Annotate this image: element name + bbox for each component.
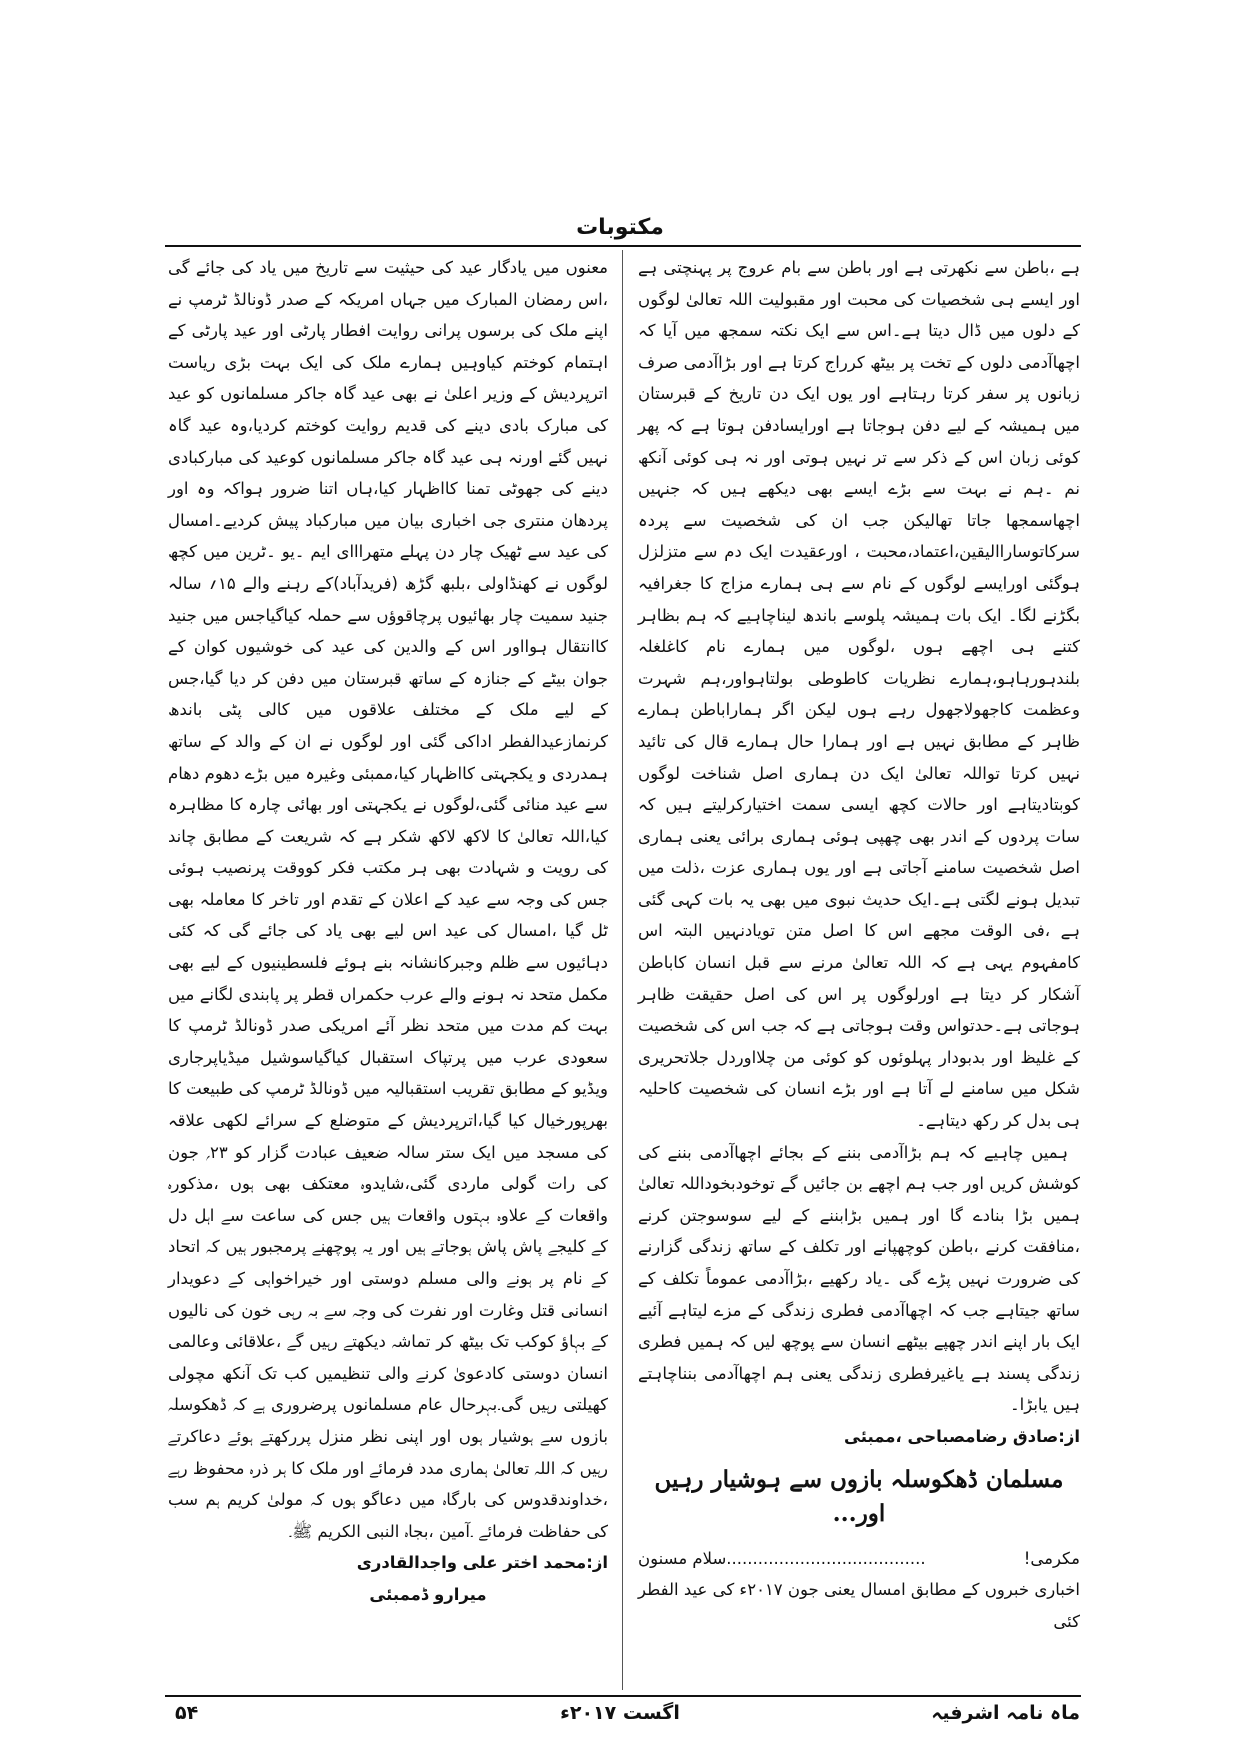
- right-column: [638, 252, 1080, 1637]
- article-opening-line: اخباری خبروں کے مطابق امسال یعنی جون ۲۰۱۷ء کی عید الفطر کئی: [638, 1580, 1080, 1631]
- signature-address: میرارو ڈممبئی: [369, 1584, 487, 1604]
- intro-byline: از:صادق رضامصباحی ،ممبئی: [844, 1426, 1080, 1446]
- footer-issue-date: اگست ۲۰۱۷ء: [560, 1702, 680, 1724]
- article-body: معنوں میں یادگار عید کی حیثیت سے تاریخ میں یاد کی جائے گی ،اس رمضان المبارک میں جہاں امریکہ کے صدر ڈونالڈ ٹرمپ نے اپنے ملک کی برسوں پرانی روایت افطار پارٹی اور عید پارٹی کے اہتمام کوختم کیاوہیں ہمارے ملک کی ایک بہت بڑی ریاست اترپردیش کے وزیر اعلیٰ نے بھی عید گاہ جاکر مسلمانوں کو عید کی مبارک بادی دینے کی قدیم روایت کوختم کردیا،وہ عید گاہ نہیں گئے اورنہ ہی عید گاہ جاکر مسلمانوں کوعید کی مبارکبادی دینے کی جھوٹی تمنا کااظہار کیا،ہاں اتنا ضرور ہواکہ وہ اور پردھان منتری جی اخباری بیان میں مبارکباد پیش کردیے۔امسال کی عید سے ٹھیک چار دن پہلے متھرااای ایم ۔یو ۔ٹرین میں کچھ لوگوں نے کھنڈاولی ،بلبھ گڑھ (فریدآباد)کے رہنے والے ۱۵؍ سالہ جنید سمیت چار بھائیوں پرچاقوؤں سے حملہ کیاگیاجس میں جنید کاانتقال ہوااور اس کے والدین کی عید کی خوشیوں کوان کے جوان بیٹے کے جنازہ کے ساتھ قبرستان میں دفن کر دیا گیا،جس کے لیے ملک کے مختلف علاقوں میں کالی پٹی باندھ کرنمازعیدالفطر اداکی گئی اور لوگوں نے ان کے والد کے ساتھ ہمدردی و یکجہتی کااظہار کیا،ممبئی وغیرہ میں بڑے دھوم دھام سے عید منائی گئی،لوگوں نے یکجہتی اور بھائی چارہ کا مظاہرہ کیا،اللہ تعالیٰ کا لاکھ لاکھ شکر ہے کہ شریعت کے مطابق چاند کی رویت و شہادت بھی ہر مکتب فکر کووقت پرنصیب ہوئی جس کی وجہ سے عید کے اعلان کے تقدم اور تاخر کا معاملہ بھی ٹل گیا ،امسال کی عید اس لیے بھی یاد کی جائے گی کہ کئی دہائیوں سے ظلم وجبرکانشانہ بنے ہوئے فلسطینیوں کے لیے بھی مکمل متحد نہ ہونے والے عرب حکمراں قطر پر پابندی لگانے میں بہت کم مدت میں متحد نظر آئے امریکی صدر ڈونالڈ ٹرمپ کا سعودی عرب میں پرتپاک استقبال کیاگیاسوشیل میڈیاپرجاری ویڈیو کے مطابق تقریب استقبالیہ میں ڈونالڈ ٹرمپ کی طبیعت کا بھرپورخیال کیا گیا،اترپردیش کے متوضلع کے سرائے لکھی علاقہ کی مسجد میں ایک ستر سالہ ضعیف عبادت گزار کو ۲۳؍ جون کی رات گولی ماردی گئی،شایدوہ معتکف بھی ہوں ،مذکورہ واقعات کے علاوہ بہتوں واقعات ہیں جس کی ساعت سے اہل دل کے کلیجے پاش پاش ہوجاتے ہیں اور یہ پوچھنے پرمجبور ہیں کہ اتحاد کے نام پر ہونے والی مسلم دوستی اور خیراخواہی کے دعویدار انسانی قتل وغارت اور نفرت کی وجہ سے بہ رہی خون کی نالیوں کے بہاؤ کوکب تک بیٹھ کر تماشہ دیکھتے رہیں گے ،علاقائی وعالمی انسان دوستی کادعویٰ کرنے والی تنظیمیں کب تک آنکھ مچولی کھیلتی رہیں گی۔بہرحال عام مسلمانوں پرضروری ہے کہ ڈھکوسلہ بازوں سے ہوشیار ہوں اور اپنی نظر منزل پررکھتے ہوئے دعاکرتے رہیں کہ اللہ تعالیٰ ہماری مدد فرمائے اور ملک کا ہر ذرہ محفوظ رہے ،خداوندقدوس کی بارگاہ میں دعاگو ہوں کہ مولیٰ کریم ہم سب کی حفاظت فرمائے ۔آمین ،بجاہ النبی الکریم ﷺ۔: [168, 258, 608, 1541]
- footer-rule: [165, 1695, 1081, 1697]
- left-column: [168, 252, 608, 1611]
- signature-row: [168, 1547, 608, 1579]
- salutation: مکرمی!: [1023, 1548, 1080, 1568]
- intro-paragraph-2: ہمیں چاہیے کہ ہم بڑاآدمی بننے کے بجائے اچھاآدمی بننے کی کوشش کریں اور جب ہم اچھے بن جائیں گے توخودبخوداللہ تعالیٰ ہمیں بڑا بنادے گا اور ہمیں بڑابننے کے لیے سوسوجتن کرنے ،منافقت کرنے ،باطن کوچھپانے اور تکلف کے ساتھ زندگی گزارنے کی ضرورت نہیں پڑے گی ۔یاد رکھیے ،بڑاآدمی عموماً تکلف کے ساتھ جیتاہے جب کہ اچھاآدمی فطری زندگی کے مزے لیتاہے آئیے ایک بار اپنے اندر چھپے بیٹھے انسان سے پوچھ لیں کہ ہمیں فطری زندگی پسند ہے یاغیرفطری زندگی یعنی ہم اچھاآدمی بنناچاہتے ہیں یابڑا۔: [638, 1142, 1080, 1415]
- section-title: مکتوبات: [576, 215, 664, 240]
- article-title: مسلمان ڈھکوسلہ بازوں سے ہوشیار رہیں اور...: [654, 1465, 1064, 1527]
- column-divider: [622, 250, 623, 1690]
- header-rule: [165, 245, 1081, 247]
- greeting: ......................................سلام مسنون: [638, 1548, 926, 1568]
- footer-page-number: ۵۴: [175, 1702, 199, 1724]
- footer-magazine-name: ماہ نامہ اشرفیہ: [931, 1702, 1080, 1724]
- signature-name: از:محمد اختر علی واجدالقادری: [356, 1553, 608, 1573]
- intro-paragraph-1: ہے ،باطن سے نکھرتی ہے اور باطن سے بام عروج پر پہنچتی ہے اور ایسے ہی شخصیات کی محبت اور مقبولیت اللہ تعالیٰ لوگوں کے دلوں میں ڈال دیتا ہے۔اس سے ایک نکتہ سمجھ میں آیا کہ اچھاآدمی دلوں کے تخت پر بیٹھ کرراج کرتا ہے اور بڑاآدمی صرف زبانوں پر سفر کرتا رہتاہے اور یوں ایک دن تاریخ کے قبرستان میں ہمیشہ کے لیے دفن ہوجاتا ہے اورایسادفن ہوتا ہے کہ پھر کوئی زبان اس کے ذکر سے تر نہیں ہوتی اور نہ ہی کوئی آنکھ نم ۔ہم نے بہت سے بڑے ایسے بھی دیکھے ہیں کہ جنہیں اچھاسمجھا جاتا تھالیکن جب ان کی شخصیت سے پردہ سرکاتوساراالیقین،اعتماد،محبت ، اورعقیدت ایک دم سے متزلزل ہوگئی اورایسے لوگوں کے نام سے ہی ہمارے مزاج کا جغرافیہ بگڑنے لگا۔ ایک بات ہمیشہ پلوسے باندھ لیناچاہیے کہ ہم بظاہر کتنے ہی اچھے ہوں ،لوگوں میں ہمارے نام کاغلغلہ بلندہورہاہو،ہمارے نظریات کاطوطی بولتاہواور،ہم شہرت وعظمت کاجھولاجھول رہے ہوں لیکن اگر ہماراباطن ہمارے ظاہر کے مطابق نہیں ہے اور ہمارا حال ہمارے قال کی تائید نہیں کرتا تواللہ تعالیٰ ایک دن ہماری اصل شناخت لوگوں کوبتادیتاہے اور حالات کچھ ایسی سمت اختیارکرلیتے ہیں کہ سات پردوں کے اندر بھی چھپی ہوئی ہماری برائی یعنی ہماری اصل شخصیت سامنے آجاتی ہے اور یوں ہماری عزت ،ذلت میں تبدیل ہونے لگتی ہے۔ایک حدیث نبوی میں بھی یہ بات کہی گئی ہے ،فی الوقت مجھے اس کا اصل متن تویادنہیں البتہ اس کامفہوم یہی ہے کہ اللہ تعالیٰ مرنے سے قبل انسان کاباطن آشکار کر دیتا ہے اورلوگوں پر اس کی اصل حقیقت ظاہر ہوجاتی ہے۔حدتواس وقت ہوجاتی ہے کہ جب اس کی شخصیت کے غلیظ اور بدبودار پہلوئوں کو کوئی من چلااوردل جلاتحریری شکل میں سامنے لے آتا ہے اور بڑے انسان کی شخصیت کاحلیہ ہی بدل کر رکھ دیتاہے۔: [638, 258, 1080, 1131]
- salutation-row: [638, 1543, 1080, 1575]
